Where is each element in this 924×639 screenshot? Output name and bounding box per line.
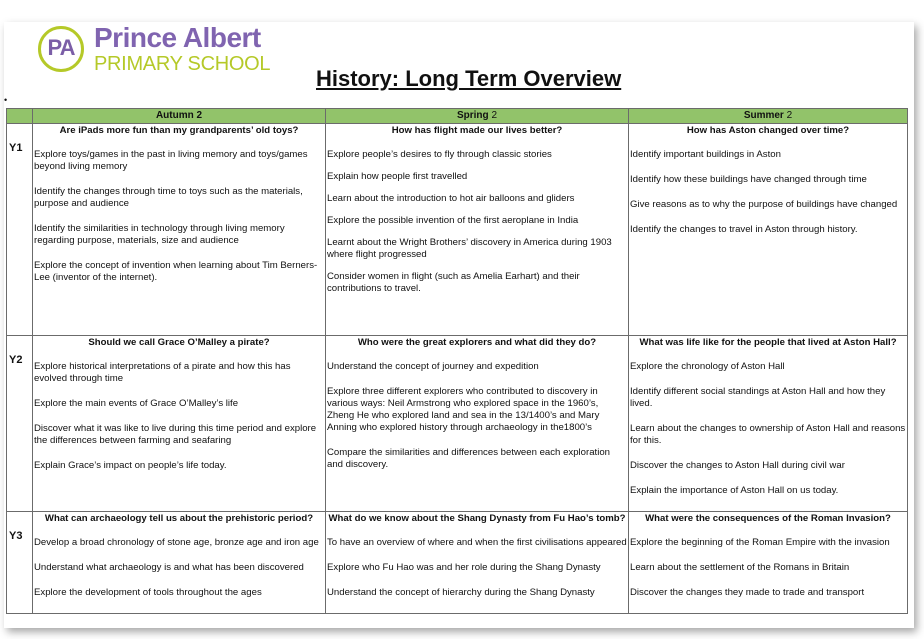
table-cell	[33, 336, 326, 512]
enquiry-question: Should we call Grace O’Malley a pirate?	[88, 337, 270, 348]
logo-initials: PA	[47, 35, 75, 60]
objective-item: Explain Grace’s impact on people’s life today.	[34, 460, 227, 471]
objective-item: Compare the similarities and differences between each exploration and discovery.	[327, 447, 610, 470]
objective-item: To have an overview of where and when the first civilisations appeared	[327, 537, 627, 548]
objective-item: Explore the possible invention of the first aeroplane in India	[327, 215, 579, 226]
header-corner	[7, 109, 33, 124]
objective-item: Understand the concept of journey and expedition	[327, 361, 539, 372]
objective-item: Explain the importance of Aston Hall on us today.	[630, 485, 839, 496]
enquiry-question: What do we know about the Shang Dynasty from Fu Hao’s tomb?	[328, 513, 626, 524]
objective-item: Explore the concept of invention when learning about Tim Berners-Lee (inventor of the internet).	[34, 260, 318, 283]
overview-table	[6, 108, 908, 614]
objective-item: Explore historical interpretations of a pirate and how this has evolved through time	[34, 361, 291, 384]
table-cell	[33, 512, 326, 614]
table-cell	[326, 512, 629, 614]
enquiry-question: Who were the great explorers and what did they do?	[357, 337, 597, 348]
header-spring: Spring 2	[326, 109, 629, 124]
header-autumn: Autumn 2	[33, 109, 326, 124]
header-row	[7, 109, 908, 124]
school-logo	[38, 22, 278, 76]
objective-item: Explore toys/games in the past in living memory and toys/games beyond living memory	[34, 149, 308, 172]
year-label: Y3	[7, 512, 33, 614]
year-label: Y2	[7, 336, 33, 512]
objective-item: Consider women in flight (such as Amelia Earhart) and their contributions to travel.	[327, 271, 580, 294]
objective-item: Discover the changes they made to trade and transport	[630, 587, 865, 598]
objective-item: Understand the concept of hierarchy during the Shang Dynasty	[327, 587, 595, 598]
objective-item: Learn about the introduction to hot air balloons and gliders	[327, 193, 575, 204]
stray-mark: •	[4, 95, 8, 105]
table-cell	[629, 124, 908, 336]
objective-item: Learn about the settlement of the Romans in Britain	[630, 562, 850, 573]
enquiry-question: How has flight made our lives better?	[391, 125, 563, 136]
enquiry-question: Are iPads more fun than my grandparents’ old toys?	[59, 125, 299, 136]
enquiry-question: What can archaeology tell us about the prehistoric period?	[44, 513, 314, 524]
objective-item: Explore who Fu Hao was and her role during the Shang Dynasty	[327, 562, 601, 573]
table-cell	[326, 336, 629, 512]
enquiry-question: What were the consequences of the Roman Invasion?	[645, 513, 891, 524]
objective-item: Identify different social standings at Aston Hall and how they lived.	[630, 386, 886, 409]
objective-item: Explore the main events of Grace O’Malley’s life	[34, 398, 239, 409]
objective-item: Explore three different explorers who contributed to discovery in various ways: Neil Armstrong who explored space in the 1960’s, Zheng He who explored land and sea in the 13/1400’s and Mary Anning who explored history through archaeology in the1800’s	[327, 386, 600, 433]
header-summer: Summer 2	[629, 109, 908, 124]
table-row	[7, 124, 908, 336]
year-label: Y1	[7, 124, 33, 336]
objective-item: Identify how these buildings have changed through time	[630, 174, 867, 185]
objective-item: Discover the changes to Aston Hall during civil war	[630, 460, 845, 471]
logo-school-name: Prince Albert	[94, 22, 261, 53]
objective-item: Discover what it was like to live during this time period and explore the differences between farming and seafaring	[34, 423, 317, 446]
enquiry-question: What was life like for the people that lived at Aston Hall?	[639, 337, 897, 348]
objective-item: Explain how people first travelled	[327, 171, 468, 182]
objective-item: Explore the beginning of the Roman Empire with the invasion	[630, 537, 890, 548]
objective-item: Give reasons as to why the purpose of buildings have changed	[630, 199, 898, 210]
enquiry-question: How has Aston changed over time?	[686, 125, 850, 136]
objective-item: Learnt about the Wright Brothers’ discovery in America during 1903 where flight progressed	[327, 237, 612, 260]
objective-item: Identify important buildings in Aston	[630, 149, 781, 160]
objective-item: Develop a broad chronology of stone age, bronze age and iron age	[34, 537, 319, 548]
table-cell	[629, 336, 908, 512]
logo-subtitle: PRIMARY SCHOOL	[94, 53, 271, 75]
objective-item: Identify the changes through time to toys such as the materials, purpose and audience	[34, 186, 303, 209]
objective-item: Understand what archaeology is and what has been discovered	[34, 562, 304, 573]
objective-item: Explore people’s desires to fly through classic stories	[327, 149, 552, 160]
objective-item: Identify the similarities in technology through living memory regarding purpose, materials, size and audience	[34, 223, 285, 246]
objective-item: Learn about the changes to ownership of Aston Hall and reasons for this.	[630, 423, 906, 446]
table-cell	[629, 512, 908, 614]
table-cell	[33, 124, 326, 336]
table-cell	[326, 124, 629, 336]
objective-item: Explore the development of tools throughout the ages	[34, 587, 262, 598]
objective-item: Identify the changes to travel in Aston through history.	[630, 224, 858, 235]
table-row	[7, 336, 908, 512]
table-row	[7, 512, 908, 614]
objective-item: Explore the chronology of Aston Hall	[630, 361, 785, 372]
page-title: History: Long Term Overview	[316, 66, 622, 91]
